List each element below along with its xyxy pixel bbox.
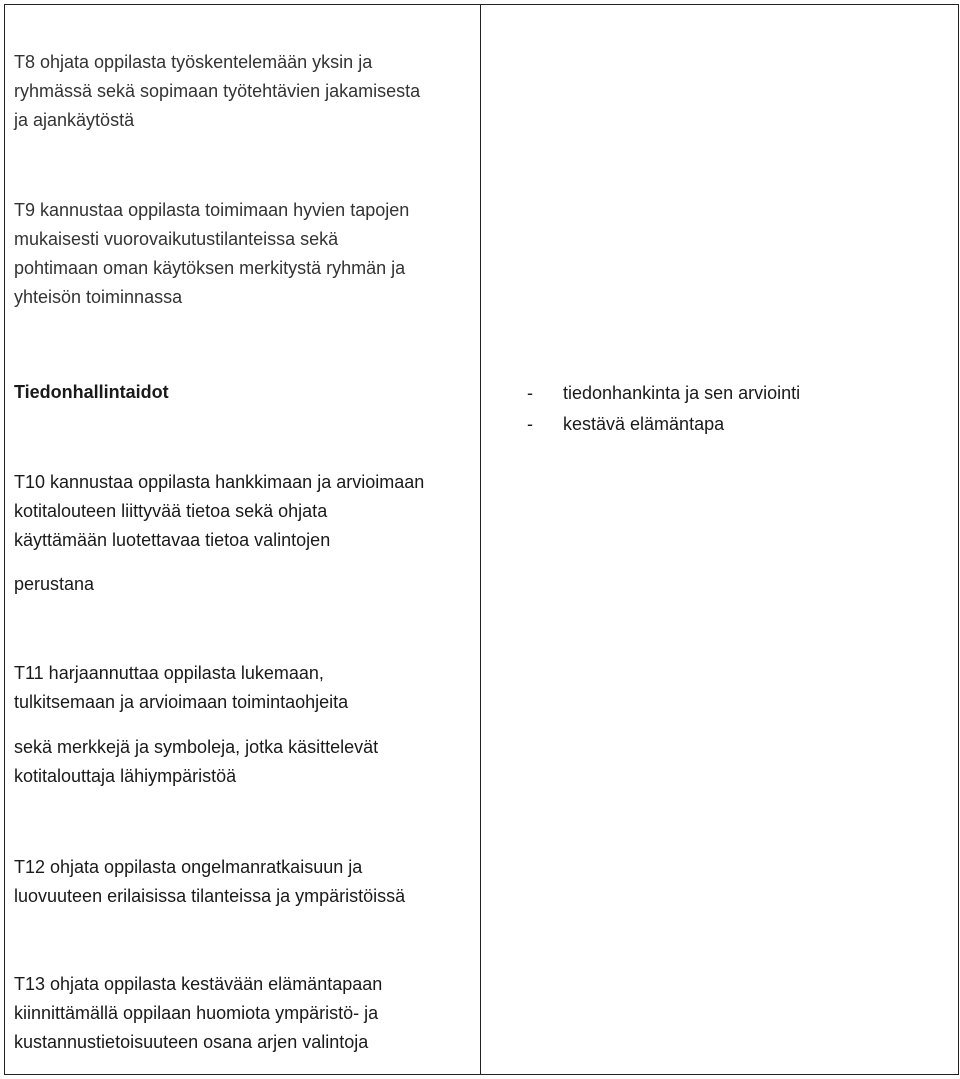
section-heading: Tiedonhallintaidot (14, 382, 169, 402)
table-border-right (958, 4, 959, 1075)
objective-t9-line: pohtimaan oman käytöksen merkitystä ryhmän ja (14, 258, 406, 278)
content-item: - tiedonhankinta ja sen arviointi (527, 378, 800, 409)
table-border-top (4, 4, 959, 5)
objective-t11 (14, 659, 348, 717)
objective-t11-line: sekä merkkejä ja symboleja, jotka käsittelevät (14, 737, 379, 757)
objective-t10-line: käyttämään luotettavaa tietoa valintojen (14, 530, 331, 550)
objective-t11-line: kotitalouttaja lähiympäristöä (14, 766, 237, 786)
objective-t9-line: yhteisön toiminnassa (14, 287, 183, 307)
objective-t8-line: T8 ohjata oppilasta työskentelemään yksin ja (14, 52, 373, 72)
objective-t10-line: kotitalouteen liittyvää tietoa sekä ohjata (14, 501, 328, 521)
objective-t8 (14, 48, 420, 135)
objective-t11-tail (14, 733, 378, 791)
column-divider (480, 4, 481, 1075)
objective-t13 (14, 970, 382, 1057)
objective-t8-line: ryhmässä sekä sopimaan työtehtävien jakamisesta (14, 81, 421, 101)
content-item: - kestävä elämäntapa (527, 409, 800, 440)
objective-t13-line: kustannustietoisuuteen osana arjen valintoja (14, 1032, 369, 1052)
objective-t10 (14, 468, 424, 555)
objective-t9-line: mukaisesti vuorovaikutustilanteissa sekä (14, 229, 339, 249)
objective-t11-line: tulkitsemaan ja arvioimaan toimintaohjeita (14, 692, 349, 712)
content-list (527, 378, 800, 440)
objective-t11-line: T11 harjaannuttaa oppilasta lukemaan, (14, 663, 324, 683)
objective-t12 (14, 853, 405, 911)
objective-t9-line: T9 kannustaa oppilasta toimimaan hyvien tapojen (14, 200, 410, 220)
objective-t13-line: kiinnittämällä oppilaan huomiota ympäristö- ja (14, 1003, 379, 1023)
objective-t12-line: luovuuteen erilaisissa tilanteissa ja ympäristöissä (14, 886, 406, 906)
objective-t12-line: T12 ohjata oppilasta ongelmanratkaisuun ja (14, 857, 363, 877)
objective-t9 (14, 196, 409, 312)
objective-t10-line: T10 kannustaa oppilasta hankkimaan ja arvioimaan (14, 472, 425, 492)
objective-t13-line: T13 ohjata oppilasta kestävään elämäntapaan (14, 974, 383, 994)
table-border-left (4, 4, 5, 1075)
objective-t10-tail: perustana (14, 574, 95, 594)
objective-t8-line: ja ajankäytöstä (14, 110, 135, 130)
table-border-bottom (4, 1074, 959, 1075)
